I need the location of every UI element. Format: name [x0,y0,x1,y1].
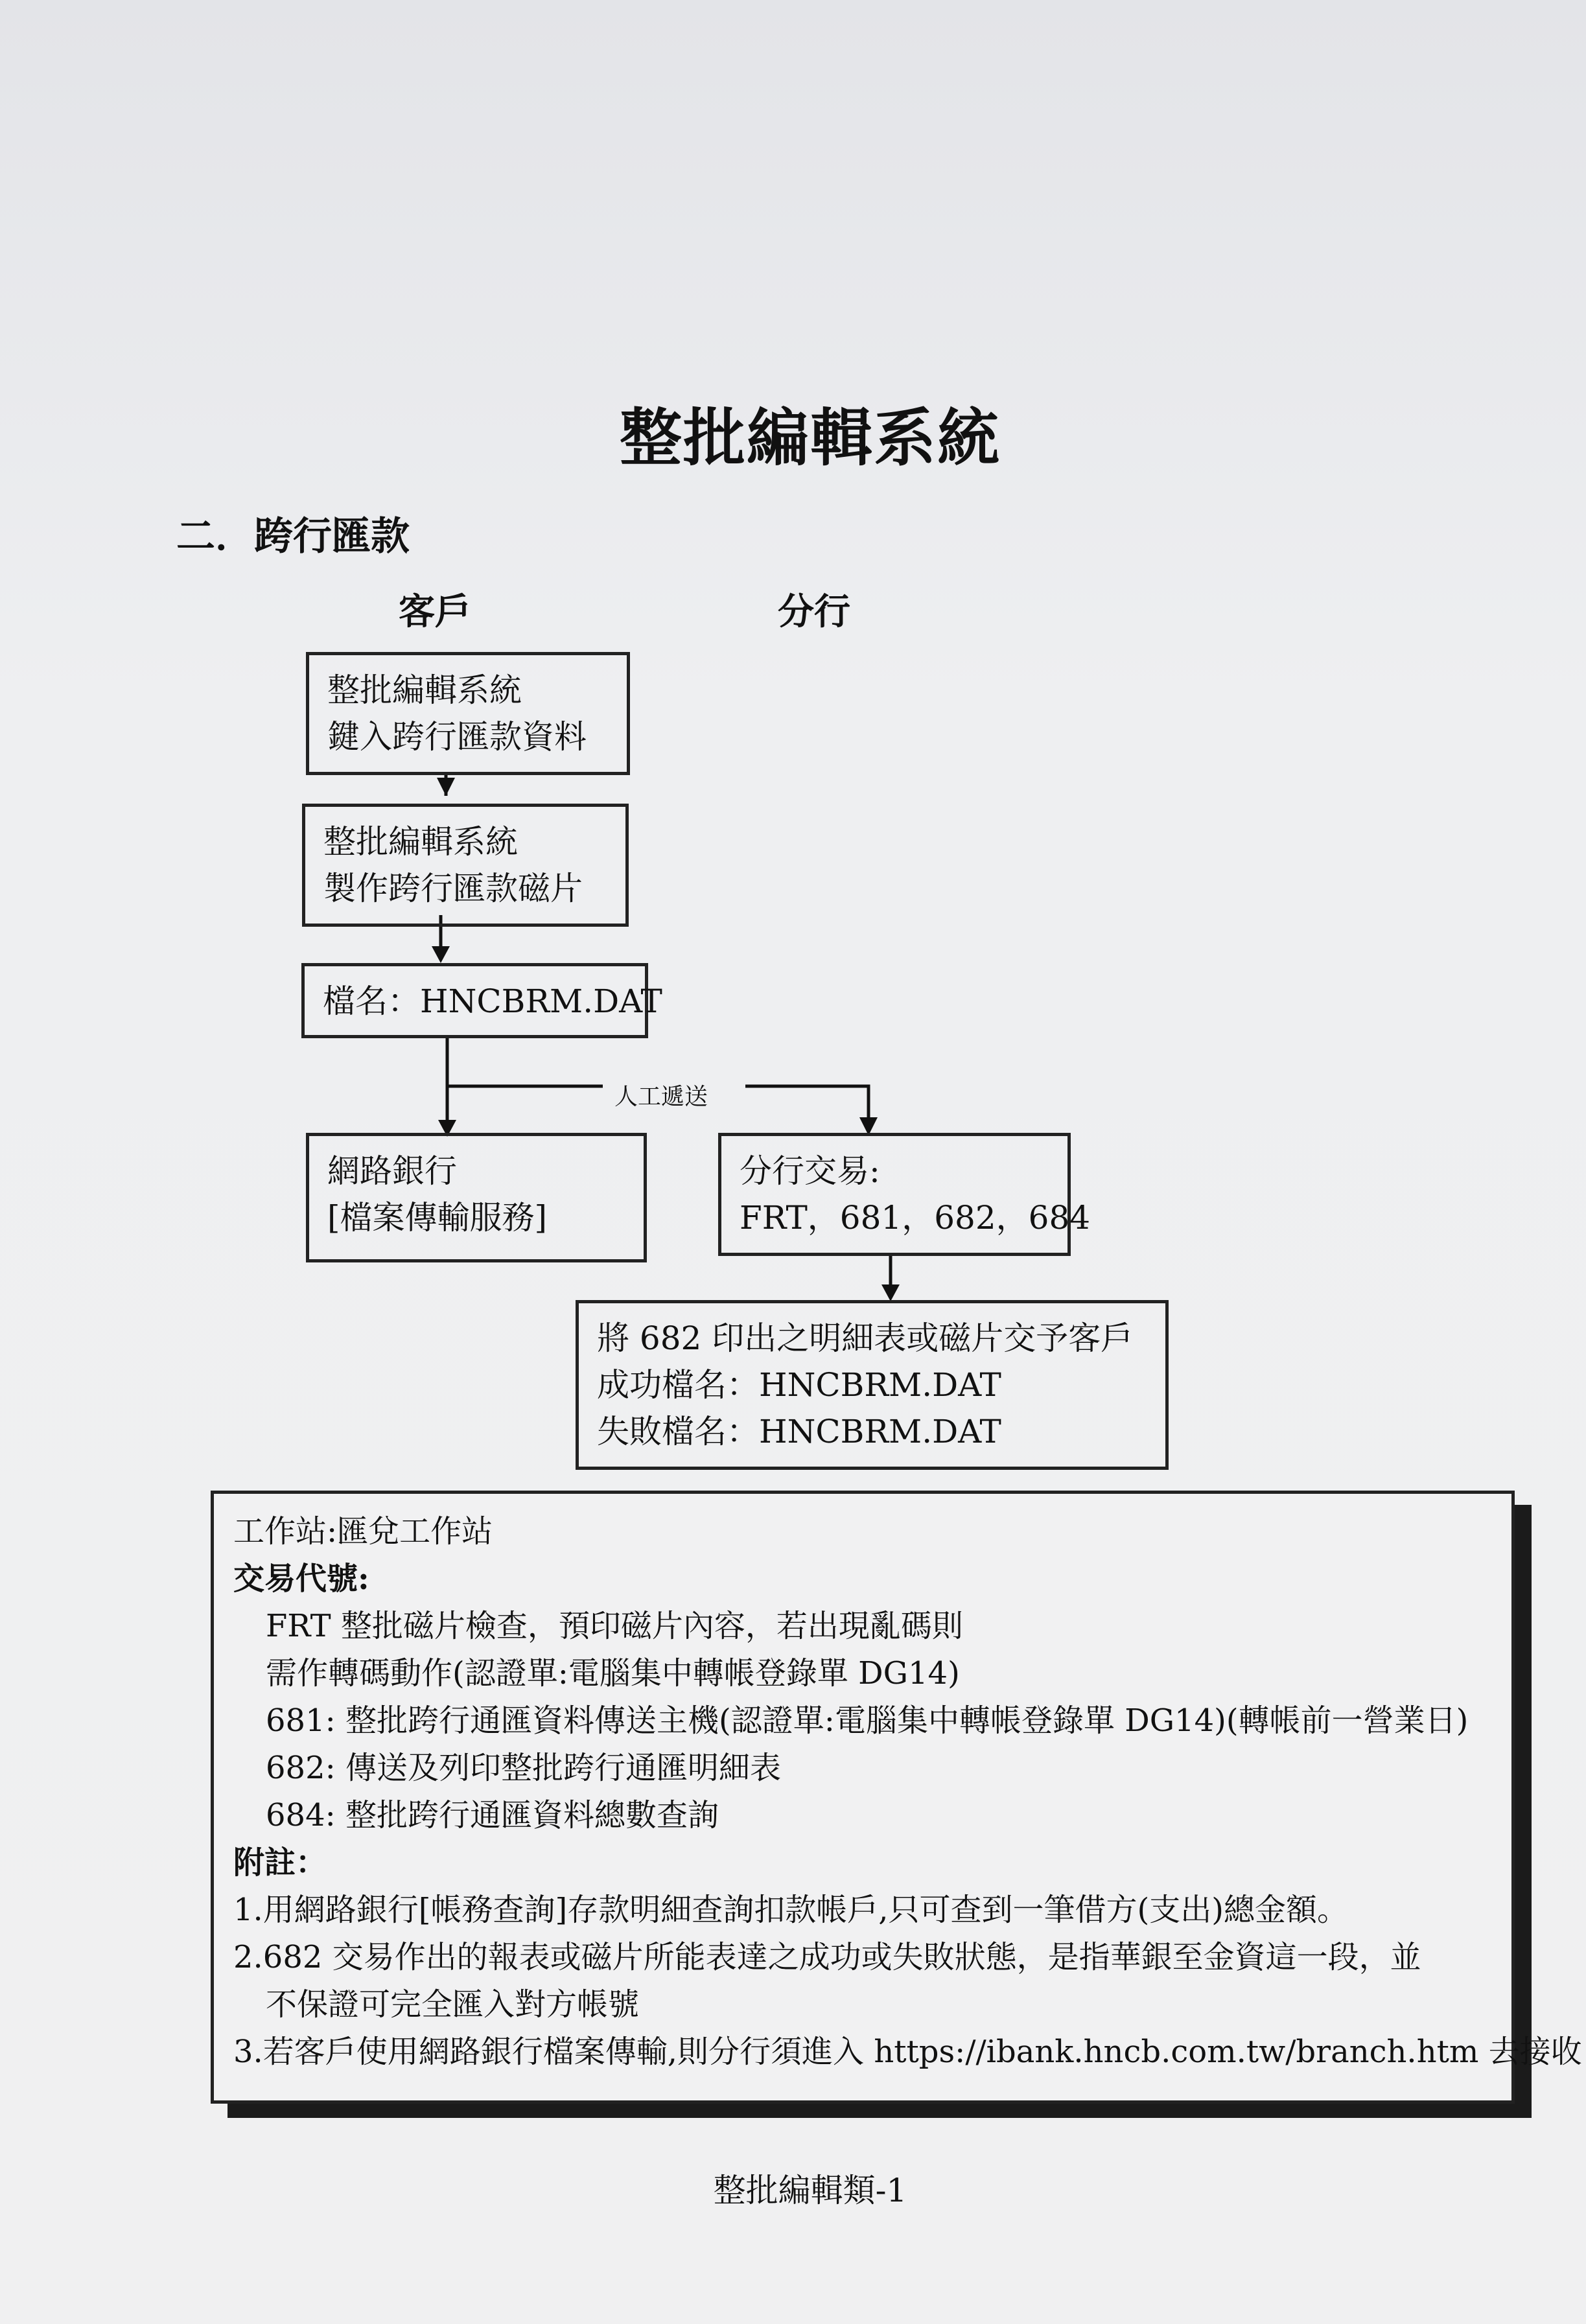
flow-box-branch-transactions-line1: 分行交易: [740,1152,880,1190]
manual-delivery-label: 人工遞送 [614,1084,708,1110]
manual-delivery-line-right [745,1086,869,1121]
flow-box-result-files-line2: 成功檔名：HNCBRM.DAT [597,1366,1001,1404]
page-footer: 整批編輯類-1 [713,2172,907,2209]
flow-box-result-files [576,1300,1169,1470]
flow-box-result-files-line1: 將 682 印出之明細表或磁片交予客戶 [597,1319,1134,1357]
flow-box-result-files-line3: 失敗檔名：HNCBRM.DAT [597,1413,1001,1450]
code-684-line: 684: 整批跨行通匯資料總數查詢 [266,1797,719,1833]
page-title: 整批編輯系統 [620,401,1001,474]
section-heading: 二．跨行匯款 [176,514,410,559]
code-682-line: 682: 傳送及列印整批跨行通匯明細表 [266,1750,782,1786]
flow-box-internet-banking-line1: 網路銀行 [327,1152,457,1190]
flow-box-branch-transactions [718,1133,1091,1256]
flow-box-make-disk-line2: 製作跨行匯款磁片 [323,870,583,907]
notes-box [211,1491,1582,2104]
flow-box-make-disk-line1: 整批編輯系統 [323,823,518,861]
flow-box-keyin-line1: 整批編輯系統 [327,671,522,709]
frt-line-1: FRT 整批磁片檢查，預印磁片內容，若出現亂碼則 [266,1608,963,1644]
flow-box-keyin-line2: 鍵入跨行匯款資料 [327,718,587,756]
frt-line-2: 需作轉碼動作(認證單:電腦集中轉帳登錄單 DG14) [266,1655,960,1691]
code-681-line: 681: 整批跨行通匯資料傳送主機(認證單:電腦集中轉帳登錄單 DG14)(轉帳前一營業日) [266,1702,1469,1739]
workstation-line: 工作站:匯兌工作站 [233,1513,493,1550]
codes-heading: 交易代號: [233,1561,369,1597]
flow-box-internet-banking-line2: [檔案傳輸服務] [327,1199,548,1237]
flow-box-filename-text: 檔名：HNCBRM.DAT [323,982,662,1020]
column-header-branch: 分行 [778,590,850,633]
flow-box-internet-banking [306,1133,647,1262]
flow-box-branch-transactions-line2: FRT，681，682，684 [740,1199,1091,1237]
column-header-customer: 客戶 [399,590,471,633]
remark-2-line-1: 2.682 交易作出的報表或磁片所能表達之成功或失敗狀態，是指華銀至金資這一段，並 [233,1939,1421,1975]
flow-box-filename [301,963,662,1038]
remark-2-line-2: 不保證可完全匯入對方帳號 [266,1986,640,2023]
remark-1: 1.用網路銀行[帳務查詢]存款明細查詢扣款帳戶,只可查到一筆借方(支出)總金額。 [233,1892,1348,1928]
flow-box-keyin [306,652,630,775]
flow-box-make-disk [302,804,629,927]
remarks-heading: 附註： [233,1844,327,1881]
remark-3: 3.若客戶使用網路銀行檔案傳輸,則分行須進入 https://ibank.hncb.com.tw/branch.htm 去接收 [233,2034,1582,2070]
